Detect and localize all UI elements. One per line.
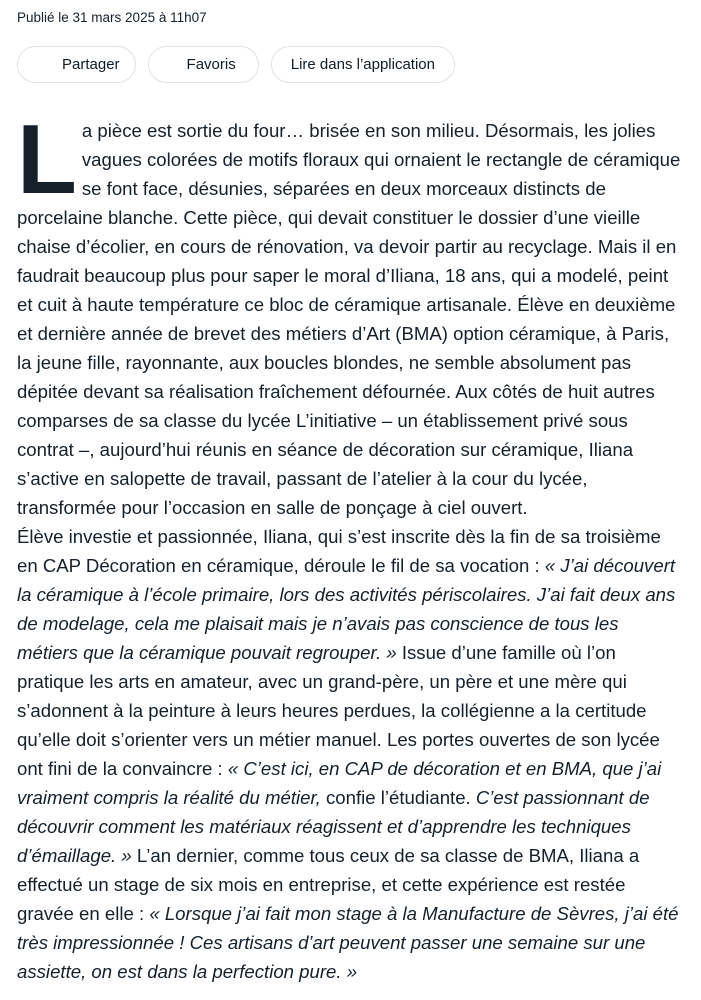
paragraph-1	[17, 104, 684, 522]
read-in-app-button[interactable]: Lire dans l’application	[271, 46, 455, 83]
quote-segment: « Lorsque j’ai fait mon stage à la Manufacture de Sèvres, j’ai été très impressionnée ! Ces artisans d’art peuvent passer une semaine sur une assiette, on est dans la perfection pure. »	[17, 903, 679, 982]
quote-segment: « C’est ici, en CAP de décoration et en BMA, que j’ai vraiment compris la réalité du métier,	[17, 758, 662, 808]
quote-segment: C’est passionnant de découvrir comment les matériaux réagissent et d’apprendre les techniques d’émaillage. »	[17, 787, 650, 866]
text-segment: Issue d’une famille où l’on pratique les arts en amateur, avec un grand-père, un père et une mère qui s’adonnent à la peinture à leurs heures perdues, la collégienne a la certitude qu’elle doit s’orienter vers un métier manuel. Les portes ouvertes de son lycée ont fini de la convaincre :	[17, 642, 660, 779]
share-button[interactable]: Partager	[17, 46, 136, 83]
text-segment: L’an dernier, comme tous ceux de sa classe de BMA, Iliana a effectué un stage de six mois en entreprise, et cette expérience est restée gravée en elle :	[17, 845, 640, 924]
article-body	[17, 104, 684, 986]
favorites-button[interactable]: Favoris	[148, 46, 259, 83]
text-segment: confie l’étudiante.	[325, 787, 476, 808]
published-date: Publié le 31 mars 2025 à 11h07	[17, 10, 207, 25]
dropcap-letter: L	[17, 104, 75, 214]
action-toolbar	[17, 46, 684, 83]
paragraph-1-text: a pièce est sortie du four… brisée en son milieu. Désormais, les jolies vagues colorées de motifs floraux qui ornaient le rectangle de céramique se font face, désunies, séparées en deux morceaux distincts de porcelaine blanche. Cette pièce, qui devait constituer le dossier d’une vieille chaise d’écolier, en cours de rénovation, va devoir partir au recyclage. Mais il en faudrait beaucoup plus pour saper le moral d’Iliana, 18 ans, qui a modelé, peint et cuit à haute température ce bloc de céramique artisanale. Élève en deuxième et dernière année de brevet des métiers d’Art (BMA) option céramique, à Paris, la jeune fille, rayonnante, aux boucles blondes, ne semble absolument pas dépitée devant sa réalisation fraîchement défournée. Aux côtés de huit autres comparses de sa classe du lycée L’initiative – un établissement privé sous contrat –, aujourd’hui réunis en séance de décoration sur céramique, Iliana s’active en salopette de travail, passant de l’atelier à la cour du lycée, transformée pour l’occasion en salle de ponçage à ciel ouvert.	[17, 120, 681, 518]
paragraph-2	[17, 522, 684, 986]
quote-segment: « J’ai découvert la céramique à l’école primaire, lors des activités périscolaires. J’ai fait deux ans de modelage, cela me plaisait mais je n’avais pas conscience de tous les métiers que la céramique pouvait regrouper. »	[17, 555, 676, 663]
text-segment: Élève investie et passionnée, Iliana, qui s’est inscrite dès la fin de sa troisième en CAP Décoration en céramique, déroule le fil de sa vocation :	[17, 526, 661, 576]
